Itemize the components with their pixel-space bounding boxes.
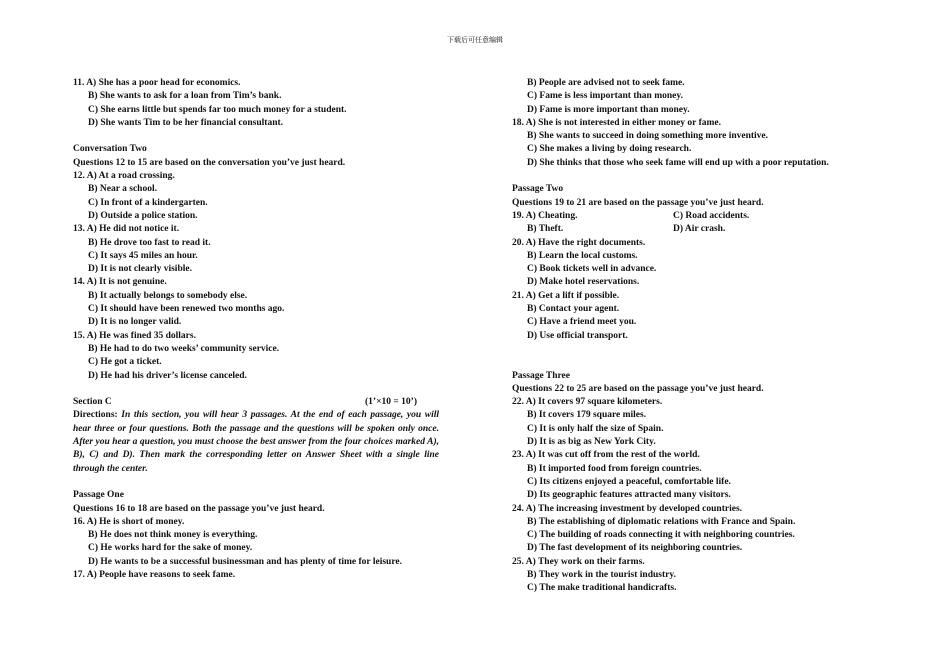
option: B) It actually belongs to somebody else.: [88, 290, 248, 301]
option: 23. A) It was cut off from the rest of the world.: [512, 450, 700, 461]
conversation-two-intro: Questions 12 to 15 are based on the conversation you’ve just heard.: [73, 157, 346, 168]
option: C) It should have been renewed two months ago.: [88, 304, 285, 315]
option: B) He drove too fast to read it.: [88, 237, 211, 248]
question-19: [512, 210, 892, 237]
option: D) He wants to be a successful businessman and has plenty of time for leisure.: [88, 556, 402, 567]
option: 11. A) She has a poor head for economics.: [73, 78, 241, 88]
question-12: [73, 170, 439, 223]
option: B) It covers 179 square miles.: [527, 410, 647, 421]
question-22: [512, 396, 892, 449]
option: C) Road accidents.: [673, 210, 750, 221]
page-header: 下载后可任意编辑: [447, 36, 503, 44]
option: 14. A) It is not genuine.: [73, 277, 167, 288]
option: C) Fame is less important than money.: [527, 91, 683, 102]
option: C) He works hard for the sake of money.: [88, 543, 253, 554]
option: 12. A) At a road crossing.: [73, 171, 175, 182]
option: D) He had his driver’s license canceled.: [88, 370, 247, 381]
option: B) She wants to succeed in doing something more inventive.: [527, 131, 769, 142]
question-21: [512, 290, 892, 343]
passage-one-intro: Questions 16 to 18 are based on the passage you’ve just heard.: [73, 503, 325, 514]
option: B) They work in the tourist industry.: [527, 569, 676, 580]
question-14: [73, 276, 439, 329]
passage-two-intro: Questions 19 to 21 are based on the passage you’ve just heard.: [512, 197, 764, 208]
option: C) She makes a living by doing research.: [527, 144, 692, 155]
question-17: [512, 77, 892, 117]
option: C) It says 45 miles an hour.: [88, 250, 198, 261]
directions-label: Directions:: [73, 410, 118, 421]
question-23: [512, 449, 892, 502]
passage-three-intro: Questions 22 to 25 are based on the passage you’ve just heard.: [512, 383, 764, 394]
option: D) It is no longer valid.: [88, 317, 182, 328]
option: B) People are advised not to seek fame.: [527, 78, 685, 88]
option: C) The make traditional handicrafts.: [527, 583, 677, 594]
option: 24. A) The increasing investment by developed countries.: [512, 503, 743, 514]
option: C) Book tickets well in advance.: [527, 264, 657, 275]
option: C) Have a friend meet you.: [527, 317, 637, 328]
right-column: [512, 77, 892, 596]
option: D) Use official transport.: [527, 330, 628, 341]
option: C) It is only half the size of Spain.: [527, 423, 664, 434]
option: D) It is not clearly visible.: [88, 264, 192, 275]
option: D) Air crash.: [673, 224, 726, 235]
option: B) He had to do two weeks’ community service.: [88, 343, 280, 354]
left-column: [73, 77, 439, 582]
option: 20. A) Have the right documents.: [512, 237, 646, 248]
question-20: [512, 237, 892, 290]
option: D) She wants Tim to be her financial consultant.: [88, 117, 284, 128]
option: 15. A) He was fined 35 dollars.: [73, 330, 196, 341]
option: D) Fame is more important than money.: [527, 104, 690, 115]
option: 21. A) Get a lift if possible.: [512, 290, 620, 301]
option: 16. A) He is short of money.: [73, 516, 185, 527]
question-11: [73, 77, 439, 130]
directions: [73, 409, 439, 475]
conversation-two-title: Conversation Two: [73, 144, 147, 155]
option: B) He does not think money is everything.: [88, 530, 258, 541]
option: B) It imported food from foreign countries.: [527, 463, 702, 474]
section-c-score: (1’×10 = 10’): [365, 397, 417, 408]
option: 22. A) It covers 97 square kilometers.: [512, 397, 663, 408]
passage-two-title: Passage Two: [512, 184, 564, 195]
option: 18. A) She is not interested in either money or fame.: [512, 117, 721, 128]
option: D) Outside a police station.: [88, 210, 198, 221]
option: B) Theft.: [527, 224, 564, 235]
question-17-option-a: 17. A) People have reasons to seek fame.: [73, 569, 236, 580]
option: D) She thinks that those who seek fame will end up with a poor reputation.: [527, 157, 829, 168]
option: C) She earns little but spends far too much money for a student.: [88, 104, 347, 115]
question-16: [73, 516, 439, 569]
option: D) It is as big as New York City.: [527, 437, 656, 448]
option: D) Its geographic features attracted many visitors.: [527, 490, 731, 501]
option: C) He got a ticket.: [88, 357, 162, 368]
section-c-heading: [73, 396, 439, 409]
question-25: [512, 556, 892, 596]
question-24: [512, 503, 892, 556]
question-18: [512, 117, 892, 170]
option: B) The establishing of diplomatic relations with France and Spain.: [527, 516, 796, 527]
option: B) She wants to ask for a loan from Tim’s bank.: [88, 91, 282, 102]
option: D) Make hotel reservations.: [527, 277, 640, 288]
question-13: [73, 223, 439, 276]
option: 13. A) He did not notice it.: [73, 224, 180, 235]
option: C) Its citizens enjoyed a peaceful, comfortable life.: [527, 476, 731, 487]
option: B) Learn the local customs.: [527, 250, 638, 261]
passage-three-title: Passage Three: [512, 370, 570, 381]
option: C) In front of a kindergarten.: [88, 197, 208, 208]
option: C) The building of roads connecting it with neighboring countries.: [527, 530, 795, 541]
option: 25. A) They work on their farms.: [512, 556, 645, 567]
question-15: [73, 330, 439, 383]
option: D) The fast development of its neighboring countries.: [527, 543, 743, 554]
option: B) Contact your agent.: [527, 304, 620, 315]
section-c-title: Section C: [73, 397, 112, 408]
passage-one-title: Passage One: [73, 490, 124, 501]
option: 19. A) Cheating.: [512, 210, 578, 221]
option: B) Near a school.: [88, 184, 157, 195]
directions-text: In this section, you will hear 3 passages. At the end of each passage, you will hear three or four questions. Both the passage and the questions will be spoken only once. After you hear a question, you must choose the best answer from the four choices marked A), B), C) and D). Then mark the corresponding letter on Answer Sheet with a single line through the center.: [73, 410, 439, 474]
